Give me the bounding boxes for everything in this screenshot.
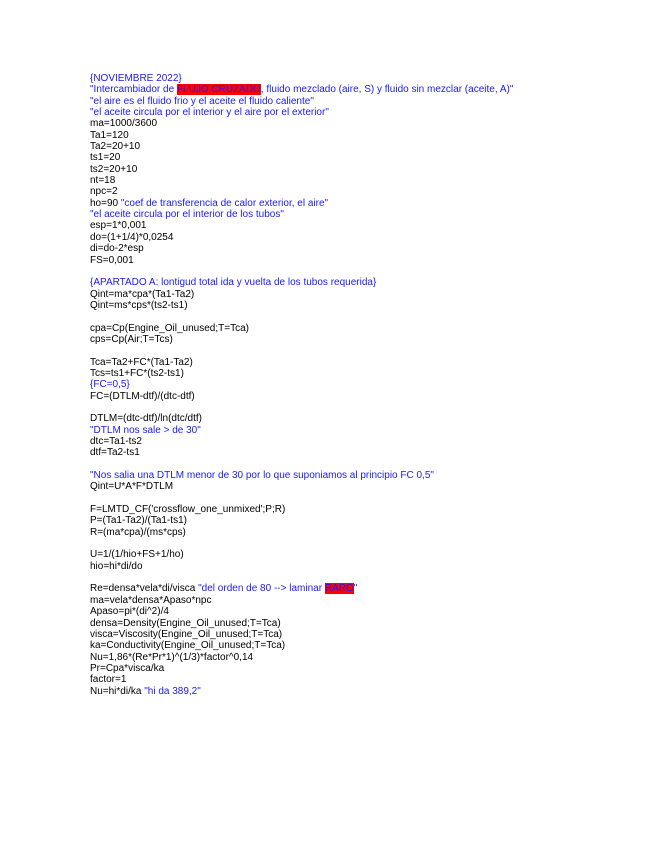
code-line (90, 549, 630, 560)
comment-text: "hi da 389,2" (144, 685, 201, 697)
code-text: ts2=20+10 (90, 163, 138, 175)
code-line (90, 470, 630, 481)
blank-line (90, 311, 630, 322)
blank-line (90, 538, 630, 549)
code-line (90, 334, 630, 345)
code-text: ts1=20 (90, 152, 121, 164)
comment-text: , fluido mezclado (aire, S) y fluido sin mezclar (aceite, A)" (260, 84, 514, 96)
code-line (90, 527, 630, 538)
code-text: Tcs=ts1+FC*(ts2-ts1) (90, 367, 184, 379)
code-text: FC=(DTLM-dtf)/(dtc-dtf) (90, 390, 195, 402)
code-line (90, 277, 630, 288)
comment-text: "DTLM nos sale > de 30" (90, 424, 201, 436)
comment-text: " (353, 583, 358, 595)
code-text: F=LMTD_CF('crossflow_one_unmixed';P;R) (90, 504, 286, 516)
code-line (90, 118, 630, 129)
code-text: hio=hi*di/do (90, 560, 143, 572)
code-line (90, 141, 630, 152)
comment-text: {FC=0,5} (90, 379, 130, 391)
code-text: esp=1*0,001 (90, 220, 147, 232)
code-text: visca=Viscosity(Engine_Oil_unused;T=Tca) (90, 628, 283, 640)
code-line (90, 606, 630, 617)
code-line (90, 686, 630, 697)
code-line (90, 84, 630, 95)
code-line (90, 583, 630, 594)
code-line (90, 357, 630, 368)
code-text: cps=Cp(Air;T=Tcs) (90, 333, 173, 345)
code-text: ma=vela*densa*Apaso*npc (90, 594, 212, 606)
comment-text: "coef de transferencia de calor exterior, el aire" (120, 197, 329, 209)
code-line (90, 289, 630, 300)
code-text: ma=1000/3600 (90, 118, 158, 130)
code-line (90, 629, 630, 640)
comment-text: "el aire es el fluido frio y el aceite el fluido caliente" (90, 95, 314, 107)
code-line (90, 209, 630, 220)
code-text: Ta2=20+10 (90, 141, 141, 153)
code-text: ka=Conductivity(Engine_Oil_unused;T=Tca) (90, 640, 286, 652)
code-line (90, 595, 630, 606)
code-line (90, 674, 630, 685)
code-text: di=do-2*esp (90, 243, 144, 255)
blank-line (90, 459, 630, 470)
ees-code-listing (90, 73, 630, 697)
blank-line (90, 345, 630, 356)
code-line (90, 515, 630, 526)
code-line (90, 413, 630, 424)
highlighted-text: FLUJO CRUZADO (176, 84, 261, 96)
code-text: Re=densa*vela*di/visca (90, 583, 199, 595)
code-line (90, 186, 630, 197)
code-text: Tca=Ta2+FC*(Ta1-Ta2) (90, 356, 193, 368)
code-line (90, 447, 630, 458)
blank-line (90, 402, 630, 413)
code-text: nt=18 (90, 175, 116, 187)
code-line (90, 73, 630, 84)
code-text: Qint=U*A*F*DTLM (90, 481, 174, 493)
blank-line (90, 266, 630, 277)
comment-text: "Intercambiador de (90, 84, 177, 96)
code-line (90, 220, 630, 231)
code-line (90, 640, 630, 651)
code-text: cpa=Cp(Engine_Oil_unused;T=Tca) (90, 322, 249, 334)
code-line (90, 232, 630, 243)
code-text: FS=0,001 (90, 254, 134, 266)
code-text: DTLM=(dtc-dtf)/ln(dtc/dtf) (90, 413, 202, 425)
code-line (90, 391, 630, 402)
code-text: npc=2 (90, 186, 118, 198)
comment-text: "Nos salia una DTLM menor de 30 por lo que suponiamos al principio FC 0,5" (90, 470, 434, 482)
code-text: dtc=Ta1-ts2 (90, 436, 142, 447)
code-text: Qint=ma*cpa*(Ta1-Ta2) (90, 288, 195, 300)
code-line (90, 300, 630, 311)
code-text: dtf=Ta2-ts1 (90, 447, 140, 459)
code-line (90, 107, 630, 118)
code-text: R=(ma*cpa)/(ms*cps) (90, 526, 186, 538)
code-line (90, 323, 630, 334)
code-line (90, 425, 630, 436)
comment-text: {APARTADO A: lontigud total ida y vuelta de los tubos requerida} (90, 277, 377, 289)
code-text: Pr=Cpa*visca/ka (90, 662, 165, 674)
code-text: P=(Ta1-Ta2)/(Ta1-ts1) (90, 515, 187, 527)
code-line (90, 152, 630, 163)
code-text: Qint=ms*cps*(ts2-ts1) (90, 299, 188, 311)
code-text: Ta1=120 (90, 129, 129, 141)
code-line (90, 164, 630, 175)
code-text: Nu=1,86*(Re*Pr*1)^(1/3)*factor^0,14 (90, 651, 254, 663)
code-line (90, 652, 630, 663)
code-line (90, 436, 630, 447)
code-line (90, 175, 630, 186)
code-line (90, 130, 630, 141)
code-text: U=1/(1/hio+FS+1/ho) (90, 549, 184, 561)
blank-line (90, 572, 630, 583)
code-line (90, 561, 630, 572)
code-text: ho=90 (90, 197, 121, 209)
code-line (90, 243, 630, 254)
code-text: Apaso=pi*(di^2)/4 (90, 606, 169, 618)
code-line (90, 663, 630, 674)
code-line (90, 368, 630, 379)
code-line (90, 618, 630, 629)
comment-text: "del orden de 80 --> laminar (198, 583, 325, 595)
code-line (90, 379, 630, 390)
code-line (90, 504, 630, 515)
comment-text: "el aceite circula por el interior y el aire por el exterior" (90, 107, 329, 119)
comment-text: {NOVIEMBRE 2022} (90, 73, 182, 84)
code-text: Nu=hi*di/ka (90, 685, 145, 697)
highlighted-text: RARO (324, 583, 354, 595)
blank-line (90, 493, 630, 504)
code-line (90, 198, 630, 209)
code-text: densa=Density(Engine_Oil_unused;T=Tca) (90, 617, 281, 629)
comment-text: "el aceite circula por el interior de los tubos" (90, 209, 284, 221)
code-text: do=(1+1/4)*0,0254 (90, 231, 174, 243)
code-line (90, 255, 630, 266)
code-line (90, 96, 630, 107)
code-text: factor=1 (90, 674, 127, 686)
code-line (90, 481, 630, 492)
